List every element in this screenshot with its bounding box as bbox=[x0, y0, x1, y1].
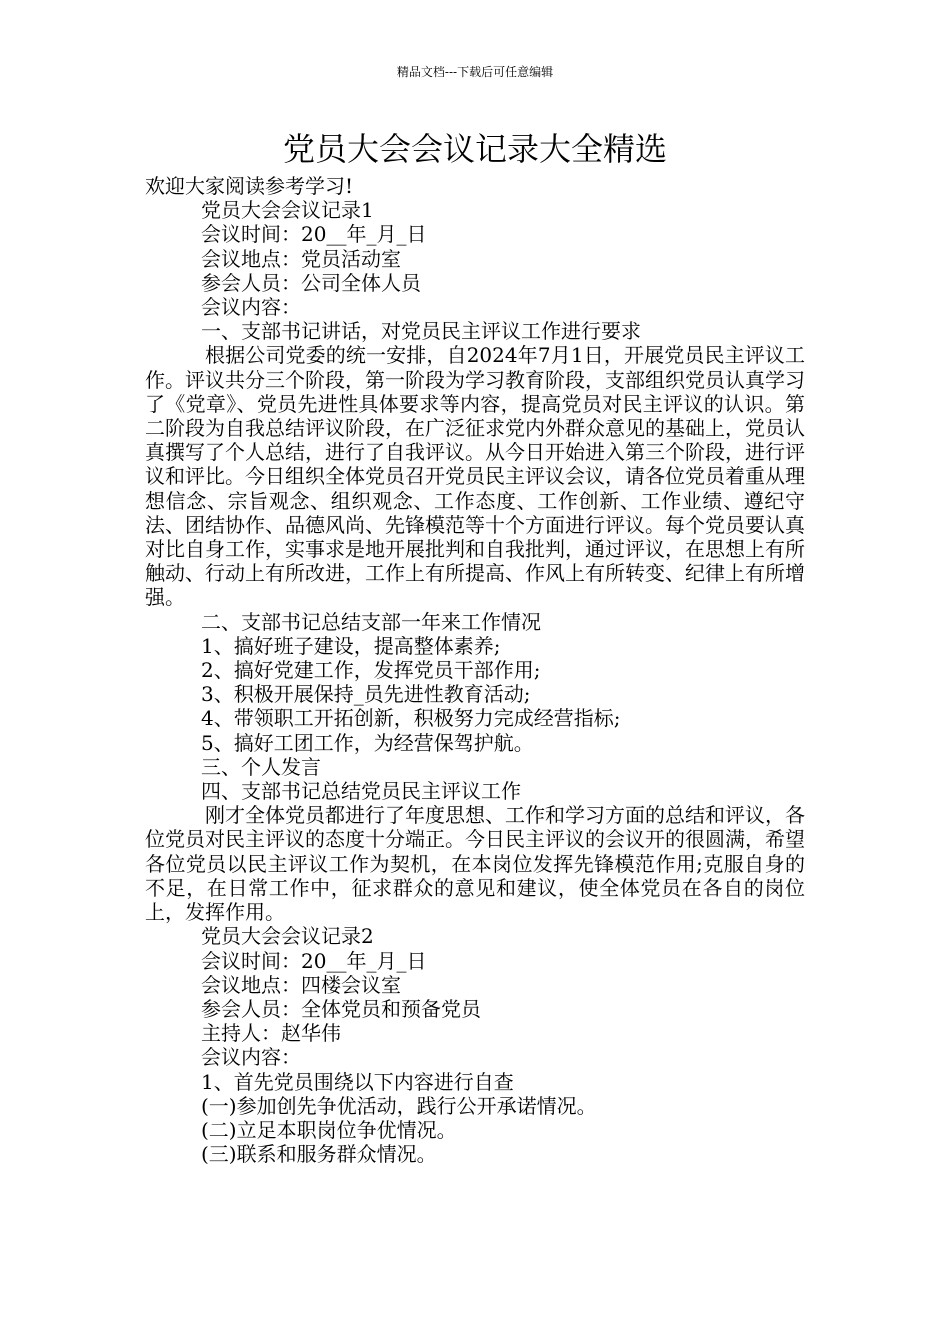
list-item: (三)联系和服务群众情况。 bbox=[201, 1142, 437, 1167]
record1-section3-heading: 三、个人发言 bbox=[201, 754, 321, 779]
record2-content-label: 会议内容： bbox=[201, 1045, 301, 1070]
list-item: 2、搞好党建工作，发挥党员干部作用; bbox=[201, 658, 541, 683]
record2-attendees: 参会人员：全体党员和预备党员 bbox=[201, 996, 481, 1021]
intro-text: 欢迎大家阅读参考学习! bbox=[145, 174, 354, 198]
record1-content-label: 会议内容： bbox=[201, 295, 301, 320]
record2-time: 会议时间：20__年_月_日 bbox=[201, 948, 427, 973]
record1-section1-heading: 一、支部书记讲话，对党员民主评议工作进行要求 bbox=[201, 319, 641, 344]
record2-place: 会议地点：四楼会议室 bbox=[201, 972, 401, 997]
record1-heading: 党员大会会议记录1 bbox=[201, 198, 374, 223]
record2-heading: 党员大会会议记录2 bbox=[201, 924, 374, 949]
record1-section4-heading: 四、支部书记总结党员民主评议工作 bbox=[201, 779, 521, 804]
list-item: 3、积极开展保持_员先进性教育活动; bbox=[201, 682, 531, 707]
document-body bbox=[145, 174, 805, 1166]
record1-place: 会议地点：党员活动室 bbox=[201, 246, 401, 271]
record1-section2-heading: 二、支部书记总结支部一年来工作情况 bbox=[201, 609, 541, 634]
record2-item1: 1、首先党员围绕以下内容进行自查 bbox=[201, 1069, 514, 1094]
record1-attendees: 参会人员：公司全体人员 bbox=[201, 270, 421, 295]
list-item: 1、搞好班子建设，提高整体素养; bbox=[201, 633, 501, 658]
record1-section4-paragraph: 刚才全体党员都进行了年度思想、工作和学习方面的总结和评议，各位党员对民主评议的态度十分端正。今日民主评议的会议开的很圆满，希望各位党员以民主评议工作为契机，在本岗位发挥先锋模范作用;克服自身的不足，在日常工作中，征求群众的意见和建议，使全体党员在各自的岗位上，发挥作用。 bbox=[145, 803, 805, 925]
record2-host: 主持人：赵华伟 bbox=[201, 1021, 341, 1046]
list-item: (二)立足本职岗位争优情况。 bbox=[201, 1117, 457, 1142]
record1-section1-paragraph: 根据公司党委的统一安排，自2024年7月1日，开展党员民主评议工作。评议共分三个阶段，第一阶段为学习教育阶段，支部组织党员认真学习了《党章》、党员先进性具体要求等内容，提高党员对民主评议的认识。第二阶段为自我总结评议阶段，在广泛征求党内外群众意见的基础上，党员认真撰写了个人总结，进行了自我评议。从今日开始进入第三个阶段，进行评议和评比。今日组织全体党员召开党员民主评议会议，请各位党员着重从理想信念、宗旨观念、组织观念、工作态度、工作创新、工作业绩、遵纪守法、团结协作、品德风尚、先锋模范等十个方面进行评议。每个党员要认真对比自身工作，实事求是地开展批判和自我批判，通过评议，在思想上有所触动、行动上有所改进，工作上有所提高、作风上有所转变、纪律上有所增强。 bbox=[145, 343, 805, 610]
record1-time: 会议时间：20__年_月_日 bbox=[201, 222, 427, 247]
document-title: 党员大会会议记录大全精选 bbox=[282, 130, 667, 168]
list-item: 5、搞好工团工作，为经营保驾护航。 bbox=[201, 730, 534, 755]
list-item: 4、带领职工开拓创新，积极努力完成经营指标; bbox=[201, 706, 621, 731]
page-header-note: 精品文档---下载后可任意编辑 bbox=[396, 65, 554, 79]
list-item: (一)参加创先争优活动，践行公开承诺情况。 bbox=[201, 1093, 597, 1118]
